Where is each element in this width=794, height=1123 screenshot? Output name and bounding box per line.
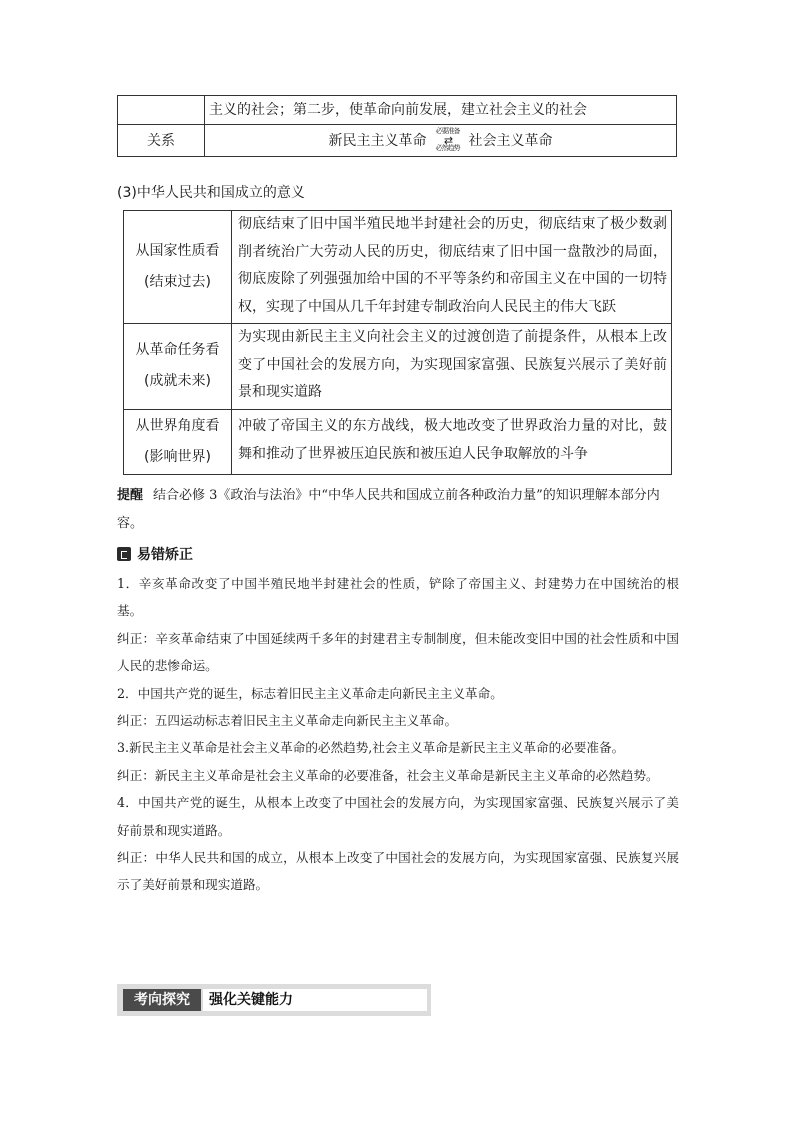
aspect-title: 从世界角度看 [135, 417, 220, 434]
section-marker-icon [117, 547, 131, 561]
aspect-subtitle: (结束过去) [144, 274, 211, 290]
section-banner [117, 984, 431, 1016]
row-label: 关系 [118, 125, 205, 157]
section-title: (3)中华人民共和国成立的意义 [117, 185, 305, 201]
relation-right: 社会主义革命 [468, 132, 553, 149]
table-row [124, 324, 672, 410]
content-cell: 冲破了帝国主义的东方战线，极大地改变了世界政治力量的对比，鼓舞和推动了世界被压迫民族和被压迫人民争取解放的斗争 [232, 409, 672, 474]
list-item: 1．辛亥革命改变了中国半殖民地半封建社会的性质，铲除了帝国主义、封建势力在中国统治的根基。 [117, 576, 679, 619]
error-correction-header [117, 544, 193, 564]
arrow-top-label: 必要准备 [435, 126, 460, 135]
table-row [124, 409, 672, 474]
aspect-cell [124, 324, 232, 410]
list-item: 4．中国共产党的诞生，从根本上改变了中国社会的发展方向，为实现国家富强、民族复兴展示了美好前景和现实道路。 [117, 795, 679, 838]
reminder-note [117, 482, 677, 538]
relation-arrow-annotation [427, 126, 469, 152]
aspect-cell [124, 211, 232, 324]
reminder-tag: 提醒 [117, 488, 144, 503]
list-item: 纠正：中华人民共和国的成立，从根本上改变了中国社会的发展方向，为实现国家富强、民族复兴展示了美好前景和现实道路。 [117, 850, 679, 893]
list-item: 纠正：五四运动标志着旧民主主义革命走向新民主主义革命。 [117, 713, 458, 729]
table-row [118, 96, 677, 125]
banner-label: 考向探究 [123, 989, 201, 1011]
relation-cell [205, 125, 677, 157]
aspect-subtitle: (影响世界) [144, 448, 211, 465]
table-row [118, 125, 677, 157]
aspect-subtitle: (成就未来) [144, 373, 211, 390]
aspect-cell [124, 409, 232, 474]
aspect-title: 从革命任务看 [135, 342, 220, 359]
reminder-text: 结合必修 3《政治与法治》中“中华人民共和国成立前各种政治力量”的知识理解本部分内容。 [117, 488, 660, 531]
banner-subtitle: 强化关键能力 [203, 989, 427, 1011]
significance-table [123, 210, 672, 475]
relation-left: 新民主主义革命 [328, 132, 427, 149]
aspect-title: 从国家性质看 [135, 243, 220, 259]
error-correction-list [117, 570, 679, 899]
row-content: 主义的社会；第二步，使革命向前发展，建立社会主义的社会 [205, 96, 677, 125]
double-arrow-icon: ⇄ [443, 133, 452, 147]
list-item: 纠正：新民主主义革命是社会主义革命的必要准备，社会主义革命是新民主主义革命的必然趋势。 [117, 767, 659, 783]
arrow-bottom-label: 必然趋势 [435, 143, 460, 152]
table-row [124, 211, 672, 324]
error-correction-title: 易错矫正 [137, 547, 193, 563]
list-item: 纠正：辛亥革命结束了中国延续两千多年的封建君主专制制度，但未能改变旧中国的社会性质和中国人民的悲惨命运。 [117, 630, 679, 674]
row-label [118, 96, 205, 125]
list-item: 3.新民主主义革命是社会主义革命的必然趋势,社会主义革命是新民主主义革命的必要准备。 [117, 740, 625, 756]
content-cell: 彻底结束了旧中国半殖民地半封建社会的历史，彻底结束了极少数剥削者统治广大劳动人民的历史，彻底结束了旧中国一盘散沙的局面，彻底废除了列强强加给中国的不平等条约和帝国主义在中国的一切特权，实现了中国从几千年封建专制政治向人民民主的伟大飞跃 [232, 211, 672, 324]
revolution-table [117, 95, 677, 157]
content-cell: 为实现由新民主主义向社会主义的过渡创造了前提条件，从根本上改变了中国社会的发展方向，为实现国家富强、民族复兴展示了美好前景和现实道路 [232, 324, 672, 410]
list-item: 2．中国共产党的诞生，标志着旧民主主义革命走向新民主主义革命。 [117, 685, 503, 701]
